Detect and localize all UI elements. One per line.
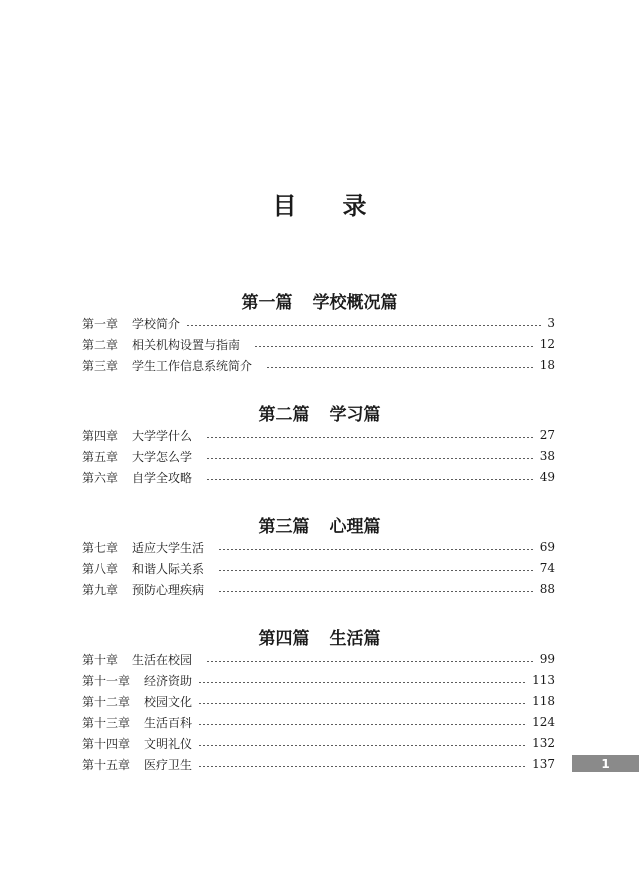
toc-entry[interactable] [82,692,555,710]
page-number: 18 [539,358,555,372]
page-title-left: 目 [272,191,297,220]
page-number: 49 [539,470,555,484]
chapter-number: 第三章 [82,358,119,373]
chapter-number: 第十一章 [82,673,131,688]
dot-leader [218,570,534,571]
page-number: 124 [532,715,555,729]
toc-entry[interactable] [82,671,555,689]
chapter-name: 生活百科 [144,715,193,730]
part-number: 第二篇 [258,405,310,425]
dot-leader [206,437,534,438]
page-number: 38 [539,449,555,463]
toc-entry[interactable] [82,426,555,444]
chapter-number: 第一章 [82,316,119,331]
page-number: 12 [539,337,555,351]
toc-entry[interactable] [82,447,555,465]
chapter-number: 第十四章 [82,736,131,751]
toc-entry[interactable] [82,755,555,773]
chapter-name: 和谐人际关系 [132,561,205,576]
dot-leader [266,367,534,368]
chapter-name: 经济资助 [144,673,193,688]
part-title [0,512,639,537]
chapter-number: 第五章 [82,449,119,464]
toc-entry[interactable] [82,734,555,752]
chapter-name: 相关机构设置与指南 [132,337,241,352]
toc-entry[interactable] [82,650,555,668]
chapter-name: 学校简介 [132,316,181,331]
chapter-name: 自学全攻略 [132,470,193,485]
part-name: 学校概况篇 [312,293,398,313]
part-name: 心理篇 [329,517,381,537]
toc-entry[interactable] [82,580,555,598]
page-number: 118 [532,694,555,708]
chapter-number: 第十章 [82,652,119,667]
page-number-tab: 1 [572,755,639,772]
dot-leader [206,458,534,459]
toc-entry[interactable] [82,314,555,332]
toc-entry[interactable] [82,468,555,486]
toc-entry[interactable] [82,356,555,374]
part-name: 学习篇 [329,405,381,425]
part-name: 生活篇 [329,629,381,649]
dot-leader [198,724,526,725]
chapter-number: 第十五章 [82,757,131,772]
chapter-name: 文明礼仪 [144,736,193,751]
page-number: 137 [532,757,555,771]
page-number: 27 [539,428,555,442]
page-number: 74 [539,561,555,575]
chapter-name: 医疗卫生 [144,757,193,772]
part-number: 第一篇 [241,293,293,313]
chapter-name: 预防心理疾病 [132,582,205,597]
dot-leader [198,745,526,746]
chapter-name: 大学怎么学 [132,449,193,464]
page-title [0,186,639,221]
page-number: 99 [539,652,555,666]
chapter-number: 第九章 [82,582,119,597]
chapter-number: 第十二章 [82,694,131,709]
part-number: 第四篇 [258,629,310,649]
part-title [0,624,639,649]
page-number: 88 [539,582,555,596]
toc-entry[interactable] [82,559,555,577]
chapter-name: 大学学什么 [132,428,193,443]
dot-leader [198,703,526,704]
dot-leader [198,682,526,683]
page-number: 113 [532,673,555,687]
chapter-name: 生活在校园 [132,652,193,667]
toc-entry[interactable] [82,538,555,556]
dot-leader [206,479,534,480]
chapter-number: 第七章 [82,540,119,555]
dot-leader [254,346,534,347]
page-number: 132 [532,736,555,750]
chapter-number: 第八章 [82,561,119,576]
chapter-name: 校园文化 [144,694,193,709]
part-title [0,400,639,425]
page-title-right: 录 [342,191,367,220]
part-title [0,288,639,313]
chapter-number: 第十三章 [82,715,131,730]
dot-leader [218,549,534,550]
dot-leader [198,766,526,767]
page-number: 3 [547,316,555,330]
chapter-number: 第六章 [82,470,119,485]
toc-entry[interactable] [82,713,555,731]
chapter-number: 第四章 [82,428,119,443]
chapter-name: 适应大学生活 [132,540,205,555]
chapter-number: 第二章 [82,337,119,352]
chapter-name: 学生工作信息系统简介 [132,358,253,373]
page-number: 69 [539,540,555,554]
part-number: 第三篇 [258,517,310,537]
dot-leader [218,591,534,592]
dot-leader [186,325,541,326]
toc-entry[interactable] [82,335,555,353]
dot-leader [206,661,534,662]
